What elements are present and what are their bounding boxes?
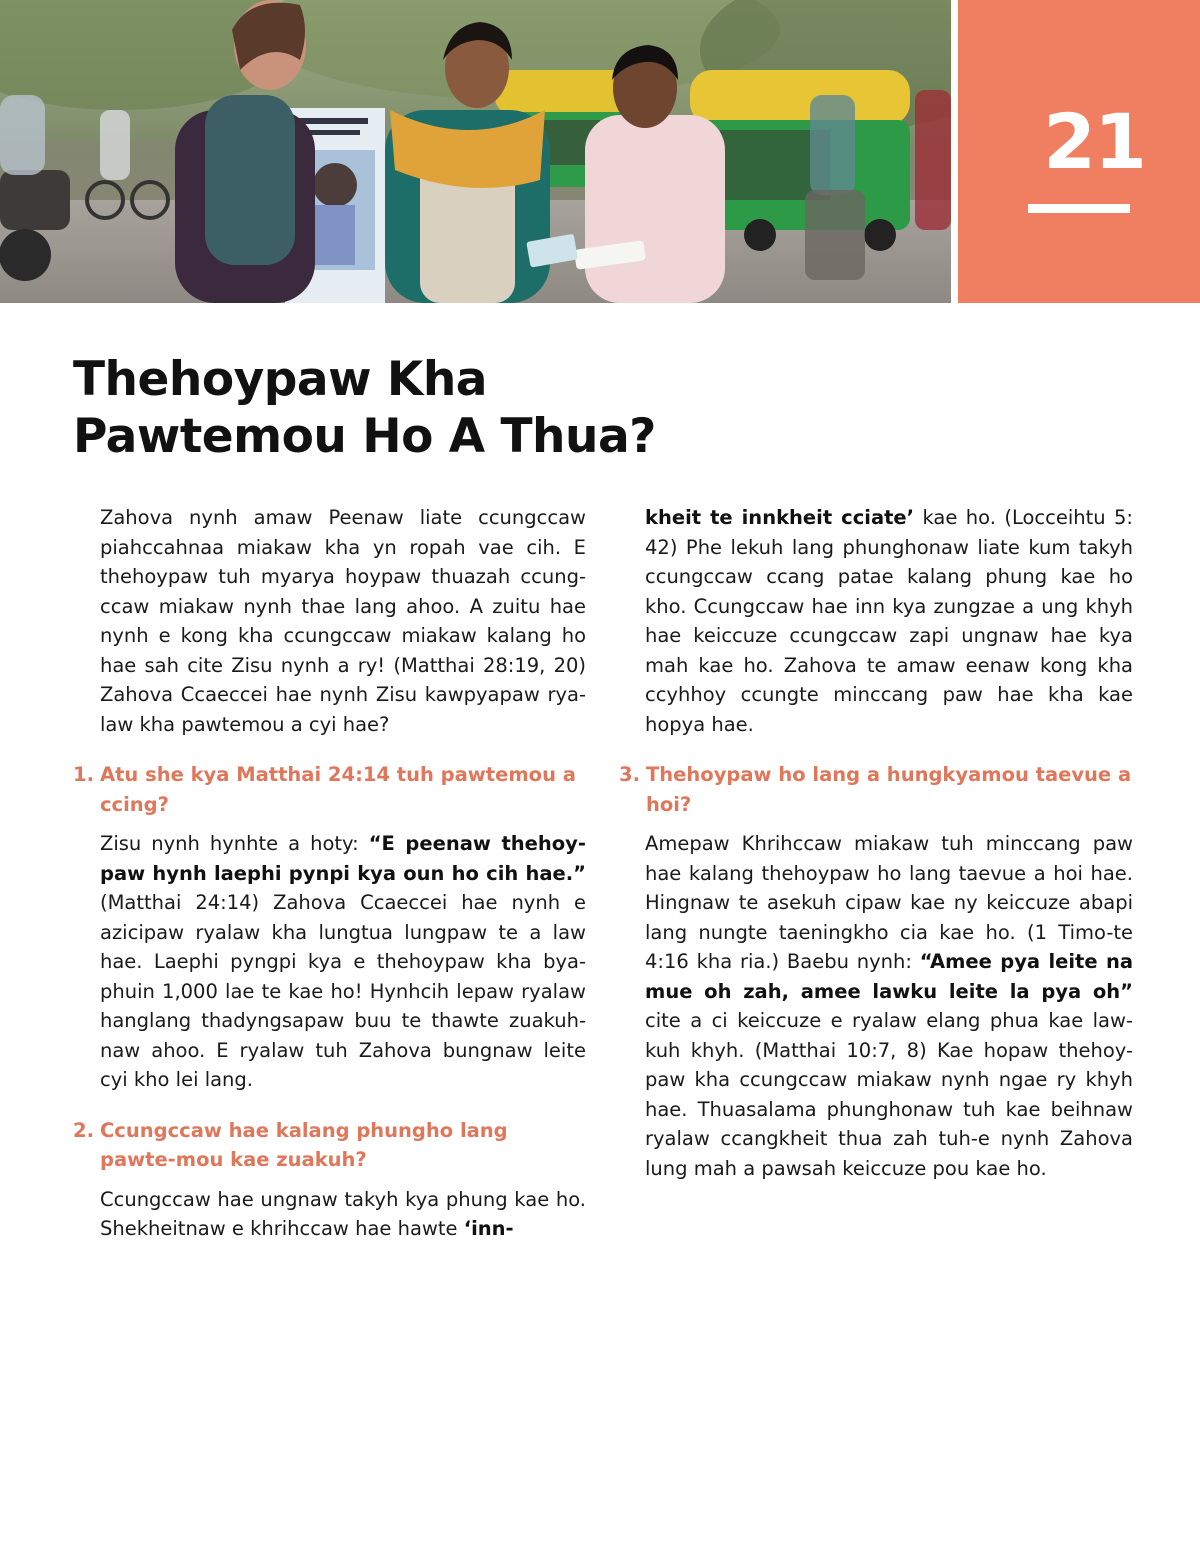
question-number: 1. — [73, 763, 94, 786]
question-number: 3. — [619, 763, 640, 786]
question-text: Thehoypaw ho lang a hungkyamou taevue a hoi? — [646, 763, 1132, 816]
answer-3-paragraph — [645, 829, 1133, 1183]
answer-2-continued — [645, 503, 1133, 739]
street-witnessing-photo — [0, 0, 951, 303]
answer-text: cite a ci keiccuze e ryalaw elang phua kae law-kuh khyh. (Matthai 10:7, 8) Kae hopaw thehoy-paw kha ccungccaw miakaw nynh ngae ry khyh hae. Thuasalama phunghonaw tuh kae beihnaw ryalaw ccangkheit thua zah tuh-e nynh Zahova lung mah a pawsah keiccuze pou kae ho. — [645, 1009, 1133, 1180]
answer-text: Ccungccaw hae ungnaw takyh kya phung kae ho. Shekheitnaw e khrihccaw hae hawte — [100, 1187, 586, 1240]
answer-text: kae ho. (Locceihtu 5: 42) Phe lekuh lang phunghonaw liate kum takyh ccungccaw ccang patae kalang phung kae ho kho. Ccungccaw hae inn kya zungzae a ung khyh hae keiccuze ccungccaw zapi ungnaw hae kya mah kae ho. Zahova te amaw eenaw kong kha ccyhhoy ccungte minccang paw hae kha kae hopya hae. — [645, 506, 1134, 736]
bible-quote: “E peenaw thehoy-paw hynh laephi pynpi kya oun ho cih hae.” — [100, 832, 586, 885]
bible-quote: ‘inn- — [463, 1217, 514, 1240]
lesson-number: 21 — [1043, 97, 1145, 186]
question-2-heading — [73, 1116, 586, 1175]
question-number: 2. — [73, 1118, 94, 1142]
question-text: Ccungccaw hae kalang phungho lang pawte-mou kae zuakuh? — [100, 1118, 508, 1171]
bible-quote: kheit te innkheit cciate’ — [645, 506, 915, 529]
answer-text: Amepaw Khrihccaw miakaw tuh minccang paw hae kalang thehoypaw ho lang taevue a hoi hae. Hingnaw te asekuh cipaw kae ny keiccuze abapi lang nungte taeningkho cia kae ho. (1 Timo-te 4:16 kha ria.) Baebu nynh: — [645, 832, 1133, 973]
page-title — [73, 351, 656, 465]
title-line-2: Pawtemou Ho A Thua? — [73, 409, 656, 464]
answer-text: Zisu nynh hynhte a hoty: — [100, 832, 369, 855]
question-text: Atu she kya Matthai 24:14 tuh pawtemou a ccing? — [100, 763, 576, 816]
left-column — [73, 503, 586, 1265]
title-line-1: Thehoypaw Kha — [73, 352, 488, 407]
answer-2-paragraph — [100, 1185, 586, 1244]
question-3-heading — [619, 760, 1133, 819]
header-photo — [0, 0, 951, 303]
lesson-number-badge — [958, 0, 1200, 303]
badge-underline — [1028, 204, 1130, 213]
answer-1-paragraph — [100, 829, 586, 1095]
question-1-heading — [73, 760, 586, 819]
answer-text: (Matthai 24:14) Zahova Ccaeccei hae nynh e azicipaw ryalaw kha lungtua lungpaw te a law hae. Laephi pyngpi kya e thehoypaw kha bya-phuin 1,000 lae te kae ho! Hynhcih lepaw ryalaw hanglang thadyngsapaw buu te thawte zuakuh-naw ahoo. E ryalaw tuh Zahova bungnaw leite cyi kho lei lang. — [100, 891, 586, 1091]
right-column — [619, 503, 1133, 1204]
bible-quote: “Amee pya leite na mue oh zah, amee lawku leite la pya oh” — [645, 950, 1133, 1003]
intro-paragraph: Zahova nynh amaw Peenaw liate ccungccaw piahccahnaa miakaw kha yn ropah vae cih. E thehoypaw tuh myarya hoypaw thuazah ccung-ccaw miakaw nynh thae lang ahoo. A zuitu hae nynh e kong kha ccungccaw miakaw kalang ho hae sah cite Zisu nynh a ry! (Matthai 28:19, 20) Zahova Ccaeccei hae nynh Zisu kawpyapaw rya-law kha pawtemou a cyi hae? — [100, 506, 586, 736]
